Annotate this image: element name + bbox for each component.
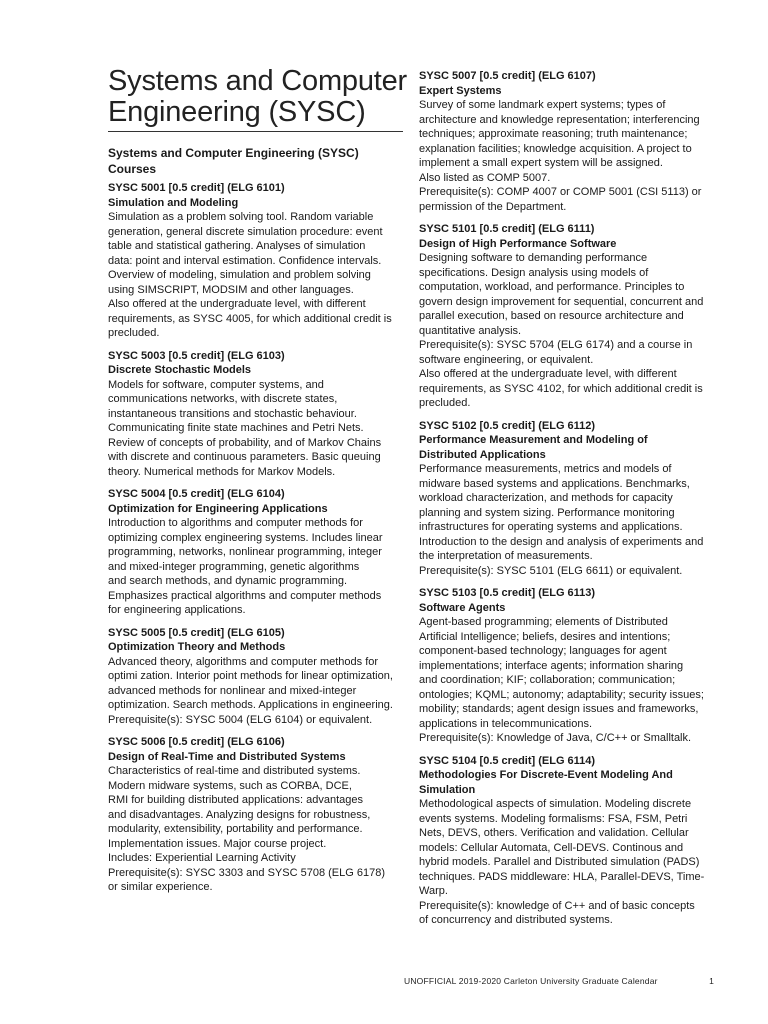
course-name: Methodologies For Discrete-Event Modeling And	[419, 769, 673, 781]
course-entry	[419, 419, 716, 579]
course-description-line: Prerequisite(s): SYSC 5704 (ELG 6174) and a course in	[419, 339, 693, 351]
section-heading-line: Courses	[108, 161, 157, 176]
course-description-line: or similar experience.	[108, 881, 213, 893]
course-description-line: ontologies; KQML; autonomy; adaptability; security issues;	[419, 688, 704, 701]
course-description-line: Communicating finite state machines and Petri Nets.	[108, 422, 364, 434]
course-description-line: hybrid models. Parallel and Distributed simulation (PADS)	[419, 856, 700, 868]
course-name: Simulation	[419, 783, 476, 796]
section-heading	[108, 146, 400, 177]
course-entry	[108, 626, 400, 728]
course-name: Distributed Applications	[419, 448, 546, 461]
course-description-line: communications networks, with discrete states,	[108, 393, 338, 405]
course-code: SYSC 5001 [0.5 credit] (ELG 6101)	[108, 182, 285, 194]
title-divider	[108, 131, 403, 132]
course-description-line: Implementation issues. Major course project.	[108, 837, 327, 850]
course-description-line: using SIMSCRIPT, MODSIM and other languages.	[108, 283, 354, 296]
course-description-line: Introduction to algorithms and computer methods for	[108, 517, 363, 529]
course-description-line: Performance measurements, metrics and models of	[419, 463, 672, 475]
course-description-line: Prerequisite(s): Knowledge of Java, C/C++ or Smalltalk.	[419, 732, 692, 744]
course-description-line: precluded.	[108, 327, 160, 339]
course-code: SYSC 5003 [0.5 credit] (ELG 6103)	[108, 349, 285, 362]
course-description-line: Survey of some landmark expert systems; types of	[419, 99, 666, 111]
course-entry	[108, 349, 400, 480]
course-description-line: Prerequisite(s): knowledge of C++ and of basic concepts	[419, 899, 695, 912]
course-description-line: theory. Numerical methods for Markov Models.	[108, 465, 336, 478]
course-description-line: parallel execution, based on resource architecture and	[419, 310, 684, 322]
course-description-line: midware based systems and applications. Benchmarks,	[419, 477, 690, 490]
left-column	[108, 146, 400, 903]
course-description-line: component-based technology; languages for agent	[419, 645, 667, 657]
course-description-line: RMI for building distributed applications: advantages	[108, 794, 363, 806]
course-name: Design of High Performance Software	[419, 237, 617, 250]
course-description-line: Prerequisite(s): SYSC 5004 (ELG 6104) or equivalent.	[108, 713, 373, 726]
course-code: SYSC 5103 [0.5 credit] (ELG 6113)	[419, 587, 596, 599]
course-description-line: and search methods, and dynamic programming.	[108, 575, 348, 587]
course-code: SYSC 5007 [0.5 credit] (ELG 6107)	[419, 70, 596, 82]
course-name: Optimization Theory and Methods	[108, 641, 286, 653]
section-heading-line: Systems and Computer Engineering (SYSC)	[108, 146, 359, 160]
course-description-line: Emphasizes practical algorithms and computer methods	[108, 589, 382, 602]
course-code: SYSC 5006 [0.5 credit] (ELG 6106)	[108, 736, 285, 748]
course-description-line: Simulation as a problem solving tool. Random variable	[108, 211, 374, 223]
course-description-line: for engineering applications.	[108, 604, 246, 616]
course-description-line: Introduction to the design and analysis of experiments and	[419, 535, 704, 548]
course-code: SYSC 5101 [0.5 credit] (ELG 6111)	[419, 223, 595, 235]
course-description-line: generation, general discrete simulation procedure: event	[108, 225, 383, 238]
right-column	[419, 69, 716, 936]
course-description-line: and mixed-integer programming, genetic algorithms	[108, 560, 360, 573]
course-description-line: Includes: Experiential Learning Activity	[108, 852, 296, 864]
course-description-line: workload characterization, and methods for capacity	[419, 492, 673, 504]
course-description-line: Prerequisite(s): COMP 4007 or COMP 5001 (CSI 5113) or	[419, 186, 702, 198]
page-title	[108, 66, 408, 128]
course-description-line: techniques. PADS middleware: HLA, Parallel-DEVS, Time-	[419, 870, 705, 883]
course-description-line: Designing software to demanding performance	[419, 252, 648, 264]
course-entry	[419, 754, 716, 928]
course-description-line: quantitative analysis.	[419, 324, 522, 337]
course-name: Expert Systems	[419, 84, 502, 97]
course-description-line: architecture and knowledge representation; interferencing	[419, 113, 700, 126]
course-name: Software Agents	[419, 601, 506, 614]
course-description-line: Also offered at the undergraduate level, with different	[419, 368, 677, 380]
page-footer	[404, 976, 714, 987]
course-description-line: software engineering, or equivalent.	[419, 353, 594, 366]
course-description-line: govern design improvement for sequential, concurrent and	[419, 295, 704, 308]
course-description-line: optimizing complex engineering systems. Includes linear	[108, 531, 383, 544]
course-name: Design of Real-Time and Distributed Systems	[108, 750, 346, 763]
course-description-line: techniques; approximate reasoning; truth maintenance;	[419, 128, 688, 140]
course-description-line: optimi zation. Interior point methods for linear optimization,	[108, 670, 393, 682]
course-description-line: table and statistical gathering. Analyses of simulation	[108, 240, 366, 252]
course-description-line: Prerequisite(s): SYSC 3303 and SYSC 5708 (ELG 6178)	[108, 866, 385, 879]
course-description-line: the interpretation of measurements.	[419, 550, 593, 562]
course-description-line: Overview of modeling, simulation and problem solving	[108, 269, 371, 281]
course-description-line: with discrete and continuous parameters. Basic queuing	[108, 451, 381, 463]
course-description-line: advanced methods for nonlinear and mixed-integer	[108, 684, 357, 697]
course-description-line: applications in telecommunications.	[419, 717, 593, 730]
course-description-line: implementations; interface agents; information sharing	[419, 659, 684, 672]
course-description-line: implement a small expert system will be assigned.	[419, 157, 663, 169]
course-entry	[108, 181, 400, 341]
course-entry	[419, 222, 716, 411]
course-description-line: mobility; standards; agent design issues and frameworks,	[419, 703, 699, 715]
page-title-line: Systems and Computer	[108, 65, 408, 97]
page-title-line: Engineering (SYSC)	[108, 96, 366, 128]
course-description-line: of concurrency and distributed systems.	[419, 914, 613, 926]
course-description-line: permission of the Department.	[419, 200, 567, 213]
course-description-line: specifications. Design analysis using models of	[419, 266, 649, 279]
course-description-line: instantaneous transitions and stochastic behaviour.	[108, 407, 357, 420]
page-number: 1	[709, 976, 714, 986]
course-description-line: Review of concepts of probability, and of Markov Chains	[108, 436, 382, 449]
course-description-line: events systems. Modeling formalisms: FSA, FSM, Petri	[419, 812, 688, 825]
course-description-line: Nets, DEVS, others. Verification and validation. Cellular	[419, 827, 689, 839]
course-entry	[108, 735, 400, 895]
course-description-line: infrastructures for operating systems and applications.	[419, 521, 683, 533]
course-description-line: Characteristics of real-time and distributed systems.	[108, 765, 361, 777]
course-description-line: planning and system sizing. Performance monitoring	[419, 506, 675, 519]
course-name: Performance Measurement and Modeling of	[419, 434, 648, 446]
course-code: SYSC 5004 [0.5 credit] (ELG 6104)	[108, 488, 285, 500]
course-description-line: Prerequisite(s): SYSC 5101 (ELG 6611) or equivalent.	[419, 564, 683, 577]
course-description-line: precluded.	[419, 397, 471, 409]
course-description-line: modularity, extensibility, portability and performance.	[108, 823, 363, 835]
course-entry	[419, 586, 716, 746]
course-description-line: Methodological aspects of simulation. Modeling discrete	[419, 798, 692, 810]
course-description-line: Models for software, computer systems, and	[108, 378, 324, 391]
course-entry	[108, 487, 400, 618]
course-description-line: Artificial Intelligence; beliefs, desires and intentions;	[419, 630, 671, 643]
course-description-line: Modern midware systems, such as CORBA, DCE,	[108, 779, 352, 792]
course-description-line: and disadvantages. Analyzing designs for robustness,	[108, 808, 371, 821]
course-name: Optimization for Engineering Applications	[108, 502, 328, 515]
course-description-line: data: point and interval estimation. Confidence intervals.	[108, 254, 382, 267]
course-description-line: Also listed as COMP 5007.	[419, 171, 551, 184]
course-description-line: computation, workload, and performance. Principles to	[419, 281, 685, 293]
course-description-line: Warp.	[419, 885, 448, 897]
footer-text: UNOFFICIAL 2019-2020 Carleton University Graduate Calendar	[404, 976, 658, 986]
course-description-line: Advanced theory, algorithms and computer methods for	[108, 655, 379, 668]
course-entry	[419, 69, 716, 214]
course-description-line: programming, networks, nonlinear programming, integer	[108, 546, 382, 558]
course-description-line: models: Cellular Automata, Cell-DEVS. Continous and	[419, 841, 684, 854]
course-description-line: explanation facilities; knowledge acquisition. A project to	[419, 142, 692, 155]
course-description-line: and coordination; KIF; collaboration; communication;	[419, 674, 676, 686]
course-code: SYSC 5104 [0.5 credit] (ELG 6114)	[419, 754, 596, 767]
course-name: Simulation and Modeling	[108, 196, 239, 209]
course-code: SYSC 5005 [0.5 credit] (ELG 6105)	[108, 626, 285, 639]
course-code: SYSC 5102 [0.5 credit] (ELG 6112)	[419, 419, 596, 432]
course-description-line: requirements, as SYSC 4005, for which additional credit is	[108, 312, 392, 325]
course-description-line: optimization. Search methods. Applications in engineering.	[108, 699, 393, 711]
course-description-line: Agent-based programming; elements of Distributed	[419, 616, 668, 628]
course-description-line: Also offered at the undergraduate level, with different	[108, 298, 366, 310]
course-name: Discrete Stochastic Models	[108, 364, 252, 376]
course-description-line: requirements, as SYSC 4102, for which additional credit is	[419, 382, 703, 395]
